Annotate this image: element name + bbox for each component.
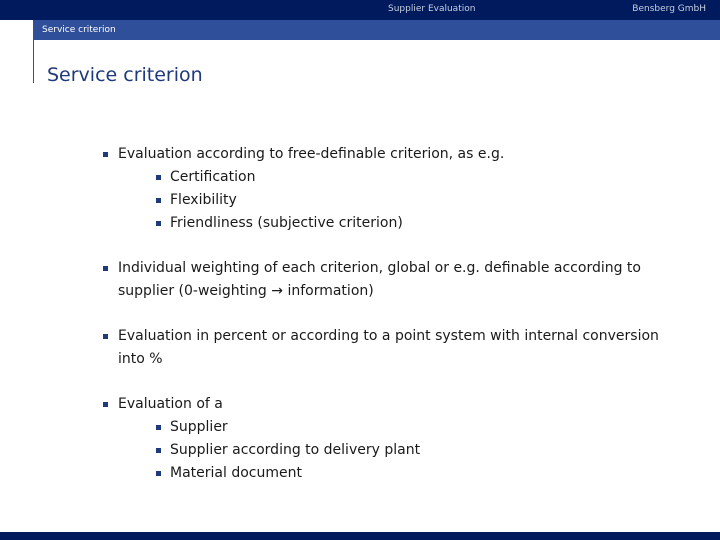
sub-bullet-text: Flexibility bbox=[170, 192, 237, 208]
page-title: Service criterion bbox=[47, 64, 203, 86]
sub-bullet-item bbox=[154, 212, 681, 235]
sub-bullet-item bbox=[154, 416, 681, 439]
breadcrumb-bar bbox=[0, 20, 720, 40]
document-title: Supplier Evaluation bbox=[388, 4, 476, 14]
bullet-square-icon bbox=[156, 448, 161, 453]
sub-bullet-item bbox=[154, 166, 681, 189]
sub-bullet-item bbox=[154, 189, 681, 212]
bullet-square-icon bbox=[103, 152, 108, 157]
bullet-text-continued bbox=[118, 280, 681, 303]
breadcrumb-background bbox=[34, 20, 720, 40]
bullet-item bbox=[101, 325, 681, 371]
sub-bullet-text: Supplier according to delivery plant bbox=[170, 442, 421, 458]
bullet-item bbox=[101, 393, 681, 485]
bullet-text-part: information) bbox=[283, 283, 374, 299]
bullet-square-icon bbox=[156, 198, 161, 203]
breadcrumb: Service criterion bbox=[42, 25, 116, 35]
accent-divider bbox=[33, 20, 34, 83]
bullet-square-icon bbox=[156, 175, 161, 180]
arrow-icon: → bbox=[271, 283, 283, 299]
sub-bullet-text: Material document bbox=[170, 465, 302, 481]
sub-bullet-item bbox=[154, 462, 681, 485]
bullet-text-part: supplier (0-weighting bbox=[118, 283, 272, 299]
sub-bullet-text: Supplier bbox=[170, 419, 228, 435]
company-name: Bensberg GmbH bbox=[632, 4, 706, 14]
bullet-text-continued: into % bbox=[118, 351, 163, 367]
bullet-text: Evaluation in percent or according to a point system with internal conversion bbox=[118, 328, 659, 344]
bullet-square-icon bbox=[103, 266, 108, 271]
bullet-square-icon bbox=[103, 334, 108, 339]
bullet-list bbox=[101, 143, 681, 485]
sub-bullet-item bbox=[154, 439, 681, 462]
bullet-item bbox=[101, 143, 681, 235]
bullet-square-icon bbox=[156, 221, 161, 226]
bullet-item bbox=[101, 257, 681, 303]
sub-bullet-text: Certification bbox=[170, 169, 256, 185]
bullet-square-icon bbox=[156, 425, 161, 430]
bullet-text: Individual weighting of each criterion, global or e.g. definable according to bbox=[118, 260, 641, 276]
footer-bar bbox=[0, 532, 720, 540]
bullet-text: Evaluation of a bbox=[118, 396, 223, 412]
sub-bullet-text: Friendliness (subjective criterion) bbox=[170, 215, 403, 231]
bullet-text: Evaluation according to free-definable criterion, as e.g. bbox=[118, 146, 505, 162]
header-bar bbox=[0, 0, 720, 20]
bullet-square-icon bbox=[156, 471, 161, 476]
bullet-square-icon bbox=[103, 402, 108, 407]
